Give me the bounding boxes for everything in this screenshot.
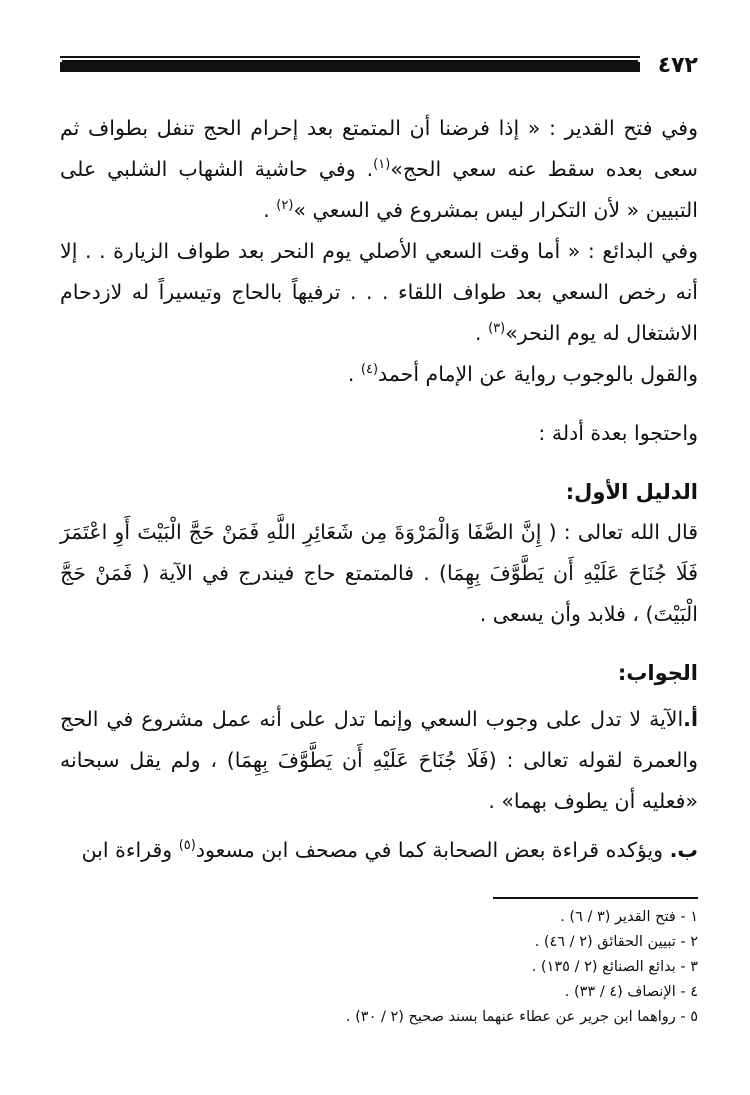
footnote-item: ٥ - رواهما ابن جرير عن عطاء عنهما بسند صحيح (٢ / ٣٠) .: [345, 1008, 698, 1025]
footnote-marker-2[interactable]: (٢): [276, 198, 294, 214]
page-header: [60, 52, 698, 86]
footnotes: [60, 905, 698, 1030]
footnote-marker-3[interactable]: (٣): [488, 321, 506, 337]
item-label-a: أ.: [683, 707, 698, 731]
paragraph-text: .: [347, 362, 355, 386]
footnote-item: ٤ - الإنصاف (٤ / ٣٣) .: [564, 983, 698, 1000]
paragraph-text: وفي فتح القدير : « إذا فرضنا أن المتمتع بعد إحرام الحج تنفل بطواف ثم سعى بعده سقط عنه سعي الحج»: [60, 116, 698, 181]
heading-answer: الجواب:: [617, 661, 698, 685]
paragraph-text: . وفي حاشية الشهاب الشلبي على التبيين « لأن التكرار ليس بمشروع في السعي »: [60, 157, 698, 222]
footnote-item: ٣ - بدائع الصنائع (٢ / ١٣٥) .: [531, 958, 698, 975]
paragraph-answer-b: [60, 830, 698, 871]
paragraph-text: .: [475, 321, 482, 345]
paragraph-text: وفي البدائع : « أما وقت السعي الأصلي يوم النحر بعد طواف الزيارة . . إلا أنه رخص السعي بعد طواف اللقاء . . . ترفيهاً بالحاج وتيسيراً له لازدحام الاشتغال له يوم النحر»: [60, 239, 698, 345]
item-label-b: ب.: [669, 838, 698, 862]
paragraph-evidence-intro: واحتجوا بعدة أدلة :: [538, 421, 698, 445]
footnote-separator: [493, 897, 698, 899]
paragraph-first-evidence: قال الله تعالى : ( إِنَّ الصَّفَا وَالْمَرْوَةَ مِن شَعَائِرِ اللَّهِ فَمَنْ حَجَّ الْبَيْتَ أَوِ اعْتَمَرَ فَلَا جُنَاحَ عَلَيْهِ أَن يَطَّوَّفَ بِهِمَا) . فالمتمتع حاج فيندرج في الآية ( فَمَنْ حَجَّ الْبَيْتَ) ، فلابد وأن يسعى .: [60, 520, 698, 626]
footnote-item: ٢ - تبيين الحقائق (٢ / ٤٦) .: [534, 933, 698, 950]
header-rule: [60, 62, 640, 72]
paragraph-text: .: [263, 198, 270, 222]
header-rule-thin: [60, 56, 640, 58]
paragraph-text: الآية لا تدل على وجوب السعي وإنما تدل على أنه عمل مشروع في الحج والعمرة لقوله تعالى : (فَلَا جُنَاحَ عَلَيْهِ أَن يَطَّوَّفَ بِهِمَا) ، ولم يقل سبحانه «فعليه أن يطوف بهما» .: [60, 707, 698, 813]
heading-first-evidence: الدليل الأول:: [565, 480, 698, 504]
paragraph-text: ويؤكده قراءة بعض الصحابة كما في مصحف ابن مسعود: [195, 838, 664, 862]
page-body: [60, 108, 698, 871]
footnote-marker-4[interactable]: (٤): [360, 362, 379, 378]
page-number: ٤٧٢: [657, 53, 698, 78]
paragraph-text: وقراءة ابن: [81, 838, 173, 862]
footnote-marker-5[interactable]: (٥): [178, 838, 196, 854]
book-page: [60, 52, 698, 1055]
footnote-marker-1[interactable]: (١): [373, 157, 391, 173]
paragraph-ahmad: [60, 354, 698, 395]
paragraph-badai: [60, 231, 698, 354]
footnote-item: ١ - فتح القدير (٣ / ٦) .: [560, 908, 698, 925]
paragraph-answer-a: [60, 699, 698, 822]
paragraph-fath-alqadir: [60, 108, 698, 231]
paragraph-text: والقول بالوجوب رواية عن الإمام أحمد: [378, 362, 698, 386]
